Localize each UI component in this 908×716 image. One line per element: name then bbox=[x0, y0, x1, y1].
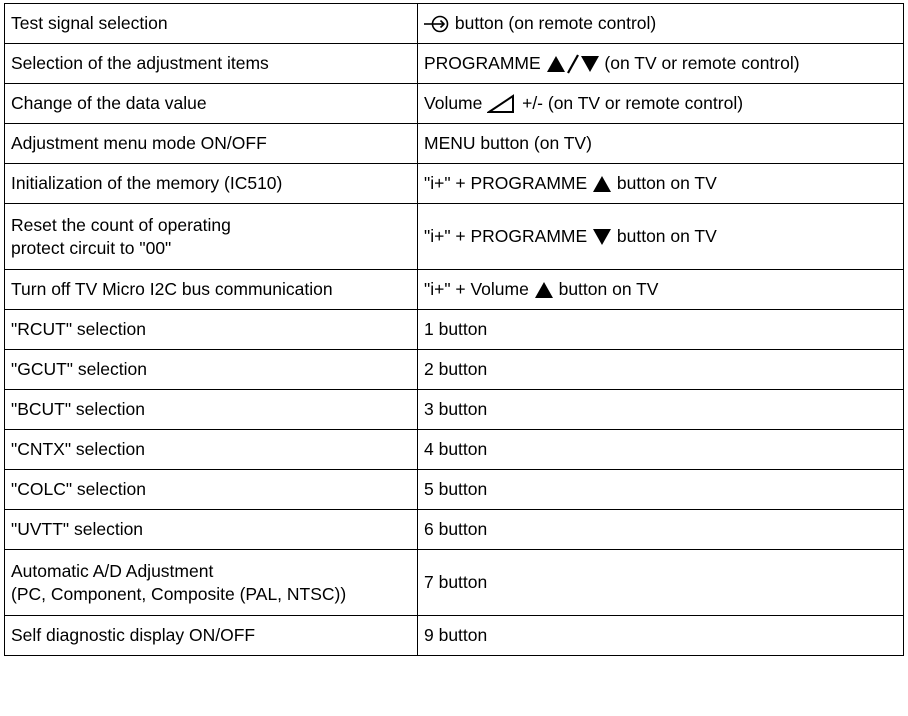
action-cell: Adjustment menu mode ON/OFF bbox=[5, 124, 418, 164]
table-row bbox=[5, 550, 904, 616]
control-cell bbox=[418, 270, 904, 310]
control-cell: 9 button bbox=[418, 616, 904, 656]
table-row bbox=[5, 124, 904, 164]
table-row bbox=[5, 204, 904, 270]
table-row bbox=[5, 84, 904, 124]
control-text: button (on remote control) bbox=[450, 12, 657, 33]
action-cell: "CNTX" selection bbox=[5, 430, 418, 470]
control-cell: 7 button bbox=[418, 550, 904, 616]
triangle-down-icon bbox=[592, 228, 612, 246]
control-cell: 1 button bbox=[418, 310, 904, 350]
action-cell: "BCUT" selection bbox=[5, 390, 418, 430]
table-row bbox=[5, 44, 904, 84]
control-text: PROGRAMME bbox=[424, 52, 546, 73]
table-row bbox=[5, 164, 904, 204]
control-text: "i+" + PROGRAMME bbox=[424, 173, 593, 193]
control-cell: 3 button bbox=[418, 390, 904, 430]
adjustment-controls-table bbox=[4, 3, 904, 656]
action-cell bbox=[5, 204, 418, 270]
control-text: button on TV bbox=[553, 279, 659, 299]
action-line: Reset the count of operating bbox=[11, 214, 231, 235]
action-cell: Selection of the adjustment items bbox=[5, 44, 418, 84]
slash-separator bbox=[566, 53, 580, 75]
control-text: +/- (on TV or remote control) bbox=[517, 93, 744, 113]
triangle-up-icon bbox=[546, 55, 566, 73]
action-cell bbox=[5, 550, 418, 616]
control-text: "i+" + PROGRAMME bbox=[424, 226, 593, 246]
table-row bbox=[5, 4, 904, 44]
input-select-icon bbox=[424, 13, 450, 35]
table-row bbox=[5, 510, 904, 550]
control-text: Volume bbox=[424, 93, 488, 113]
action-cell: "RCUT" selection bbox=[5, 310, 418, 350]
control-cell: MENU button (on TV) bbox=[418, 124, 904, 164]
triangle-down-icon bbox=[580, 55, 600, 73]
triangle-up-icon bbox=[534, 281, 554, 299]
control-cell bbox=[418, 84, 904, 124]
table-row bbox=[5, 270, 904, 310]
action-cell: Initialization of the memory (IC510) bbox=[5, 164, 418, 204]
table-row bbox=[5, 350, 904, 390]
control-cell bbox=[418, 164, 904, 204]
control-cell: 6 button bbox=[418, 510, 904, 550]
control-cell: 4 button bbox=[418, 430, 904, 470]
control-cell bbox=[418, 4, 904, 44]
triangle-up-icon bbox=[592, 175, 612, 193]
action-cell: Change of the data value bbox=[5, 84, 418, 124]
control-text: (on TV or remote control) bbox=[599, 52, 800, 73]
control-text: button on TV bbox=[612, 226, 717, 246]
action-line: Automatic A/D Adjustment bbox=[11, 560, 214, 581]
control-cell: 5 button bbox=[418, 470, 904, 510]
table-row bbox=[5, 310, 904, 350]
volume-wedge-icon bbox=[487, 94, 517, 114]
table-row bbox=[5, 470, 904, 510]
table-row bbox=[5, 390, 904, 430]
action-cell: Turn off TV Micro I2C bus communication bbox=[5, 270, 418, 310]
control-cell: 2 button bbox=[418, 350, 904, 390]
control-text: button on TV bbox=[612, 173, 717, 193]
table-row bbox=[5, 616, 904, 656]
action-cell: "GCUT" selection bbox=[5, 350, 418, 390]
action-cell: Test signal selection bbox=[5, 4, 418, 44]
control-cell bbox=[418, 204, 904, 270]
control-cell bbox=[418, 44, 904, 84]
action-cell: "UVTT" selection bbox=[5, 510, 418, 550]
action-line: protect circuit to "00" bbox=[11, 237, 172, 258]
action-cell: Self diagnostic display ON/OFF bbox=[5, 616, 418, 656]
action-line: (PC, Component, Composite (PAL, NTSC)) bbox=[11, 583, 347, 604]
control-text: "i+" + Volume bbox=[424, 279, 534, 299]
table-row bbox=[5, 430, 904, 470]
action-cell: "COLC" selection bbox=[5, 470, 418, 510]
